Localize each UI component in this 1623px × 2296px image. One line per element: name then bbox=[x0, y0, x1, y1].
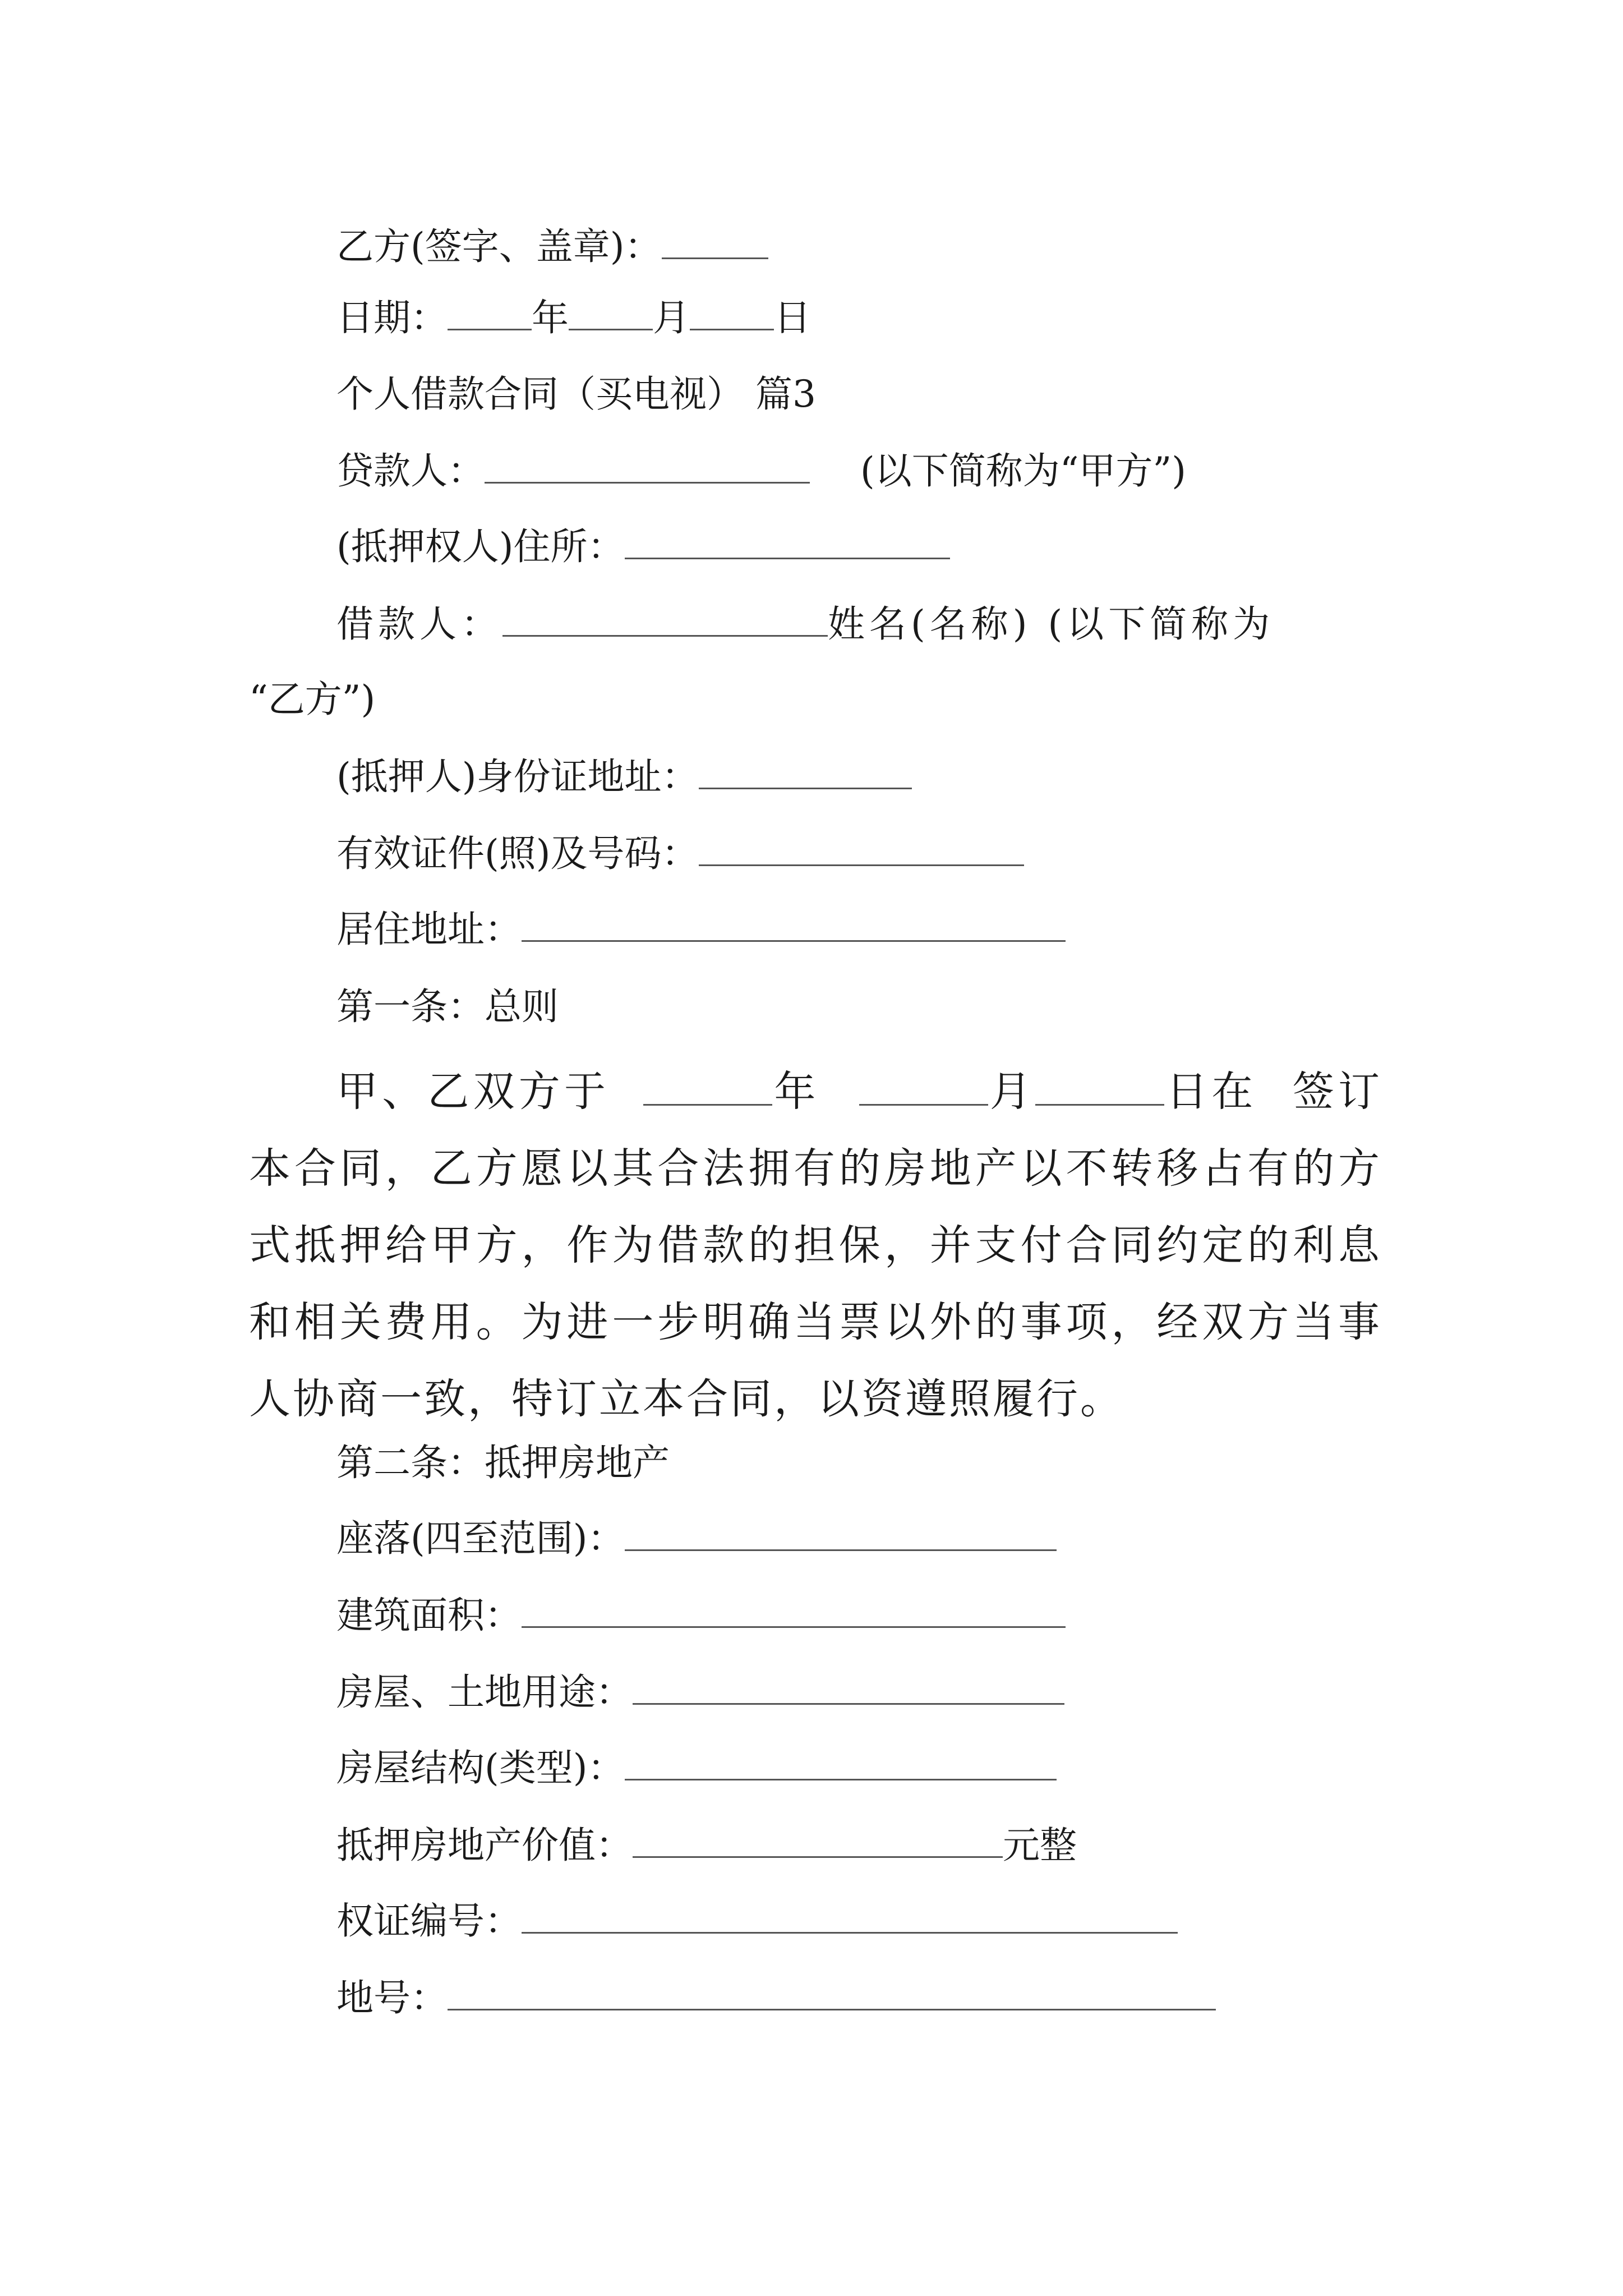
usage-blank[interactable] bbox=[633, 1672, 1064, 1705]
sign-month-blank[interactable] bbox=[859, 1070, 988, 1106]
article-one-heading-text: 第一条：总则 bbox=[336, 985, 559, 1028]
date-line bbox=[336, 296, 811, 341]
date-year-label: 年 bbox=[532, 296, 569, 339]
date-month-label: 月 bbox=[653, 296, 690, 339]
residence-label: 居住地址： bbox=[336, 908, 522, 951]
usage-label: 房屋、土地用途： bbox=[336, 1671, 633, 1714]
date-label: 日期： bbox=[336, 296, 448, 339]
article-one-heading bbox=[336, 984, 559, 1029]
borrower-alias-line bbox=[249, 677, 375, 722]
id-number-line bbox=[336, 831, 1024, 876]
section-title bbox=[336, 372, 816, 417]
article-one-body: 签订本合同，乙方愿以其合法拥有的房地产以不转移占有的方式抵押给甲方，作为借款的担保，并支付合同约定的利息和相关费用。为进一步明确当票以外的事项，经双方当事人协商一致，特订立本合同，以资遵照履行。 bbox=[249, 1068, 1382, 1423]
floor-area-line bbox=[336, 1593, 1066, 1638]
lender-line bbox=[336, 449, 1186, 494]
lot-number-blank[interactable] bbox=[448, 1977, 1216, 2010]
date-year-blank[interactable] bbox=[448, 297, 532, 330]
lender-label: 贷款人： bbox=[336, 449, 485, 493]
location-blank[interactable] bbox=[625, 1518, 1057, 1551]
mortgagee-address-blank[interactable] bbox=[625, 526, 950, 559]
property-value-blank[interactable] bbox=[633, 1825, 1003, 1858]
property-value-unit: 元整 bbox=[1003, 1824, 1077, 1867]
borrower-line bbox=[336, 602, 1274, 647]
floor-area-blank[interactable] bbox=[522, 1595, 1066, 1628]
mortgagor-id-address-label: (抵押人)身份证地址： bbox=[336, 755, 699, 798]
certificate-number-blank[interactable] bbox=[522, 1901, 1178, 1934]
article-one-paragraph bbox=[249, 1053, 1382, 1438]
mortgagor-id-address-blank[interactable] bbox=[699, 756, 912, 789]
property-value-label: 抵押房地产价值： bbox=[336, 1824, 633, 1867]
borrower-label: 借款人： bbox=[336, 602, 502, 646]
article-two-heading bbox=[336, 1441, 670, 1485]
sign-day-blank[interactable] bbox=[1035, 1070, 1164, 1106]
borrower-alias-text: “乙方”) bbox=[249, 678, 376, 721]
lot-number-line bbox=[336, 1976, 1216, 2021]
sign-month-label: 月 bbox=[988, 1068, 1036, 1116]
borrower-blank[interactable] bbox=[502, 604, 828, 637]
floor-area-label: 建筑面积： bbox=[336, 1594, 522, 1637]
location-label: 座落(四至范围)： bbox=[336, 1517, 625, 1560]
certificate-number-line bbox=[336, 1899, 1178, 1944]
borrower-name-note: 姓名(名称) (以下简称为 bbox=[828, 602, 1275, 646]
structure-label: 房屋结构(类型)： bbox=[336, 1746, 625, 1789]
usage-line bbox=[336, 1670, 1064, 1715]
sign-day-label: 日在 bbox=[1164, 1068, 1257, 1116]
sign-year-label: 年 bbox=[772, 1068, 820, 1116]
party-b-signature-line bbox=[336, 224, 768, 269]
certificate-number-label: 权证编号： bbox=[336, 1899, 522, 1943]
property-value-line bbox=[336, 1823, 1077, 1868]
lender-alias-note: (以下简称为“甲方”) bbox=[860, 449, 1186, 493]
date-day-blank[interactable] bbox=[690, 297, 774, 330]
lender-blank[interactable] bbox=[485, 450, 810, 484]
date-day-label: 日 bbox=[774, 296, 811, 339]
party-b-signature-label: 乙方(签字、盖章)： bbox=[336, 225, 662, 268]
structure-line bbox=[336, 1746, 1057, 1791]
residence-line bbox=[336, 907, 1066, 952]
article-two-heading-text: 第二条：抵押房地产 bbox=[336, 1441, 670, 1484]
section-title-text: 个人借款合同（买电视） 篇3 bbox=[336, 372, 816, 416]
date-month-blank[interactable] bbox=[569, 297, 653, 330]
party-b-signature-blank[interactable] bbox=[662, 226, 768, 259]
article-one-intro: 甲、乙双方于 bbox=[336, 1068, 610, 1116]
lot-number-label: 地号： bbox=[336, 1976, 448, 2019]
id-number-label: 有效证件(照)及号码： bbox=[336, 832, 699, 875]
mortgagee-address-line bbox=[336, 524, 950, 569]
structure-blank[interactable] bbox=[625, 1747, 1057, 1780]
sign-year-blank[interactable] bbox=[643, 1070, 772, 1106]
location-line bbox=[336, 1516, 1057, 1561]
mortgagor-id-address-line bbox=[336, 754, 912, 799]
id-number-blank[interactable] bbox=[699, 833, 1024, 866]
residence-blank[interactable] bbox=[522, 909, 1066, 942]
mortgagee-address-label: (抵押权人)住所： bbox=[336, 525, 625, 568]
